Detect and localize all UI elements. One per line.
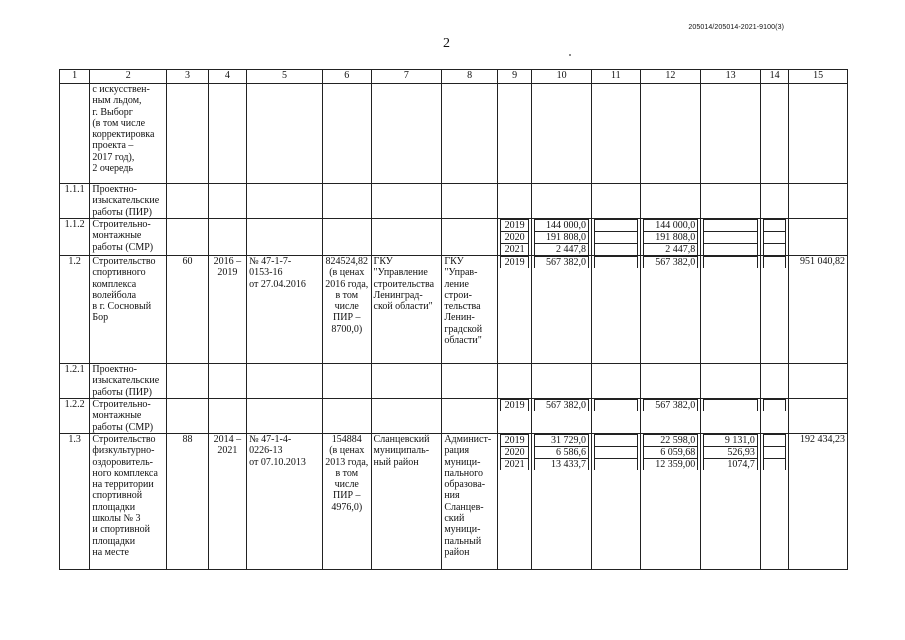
expertise-cell: [247, 219, 323, 256]
local-cell: 9 131,0: [704, 435, 758, 447]
expertise-cell: [247, 184, 323, 219]
col-header: 9: [497, 70, 531, 84]
year-cell: 2019: [500, 435, 528, 447]
col-header: 11: [592, 70, 641, 84]
col-header: 15: [789, 70, 848, 84]
other-cell: [763, 220, 785, 232]
other-cell-group: [760, 256, 788, 364]
local-cell: [704, 220, 758, 232]
federal-cell-group: [592, 84, 641, 184]
customer-cell: ГКУ "Управление строительства Ленинград- ской области": [371, 256, 442, 364]
full-cost-cell: [789, 84, 848, 184]
expertise-cell: [247, 84, 323, 184]
total-cell: 2 447,8: [535, 244, 589, 256]
header-row: [60, 70, 848, 84]
regional-cell-group: [640, 364, 701, 399]
full-cost-cell: [789, 219, 848, 256]
period-cell: 2016 – 2019: [208, 256, 246, 364]
row-number-cell: [60, 84, 90, 184]
col-header: 4: [208, 70, 246, 84]
full-cost-cell: [789, 399, 848, 434]
year-cell-group: [497, 184, 531, 219]
col-header: 7: [371, 70, 442, 84]
federal-cell: [595, 400, 638, 412]
total-cell-group: [532, 256, 592, 364]
local-cell: 1074,7: [704, 459, 758, 471]
capacity-cell: [167, 399, 208, 434]
federal-cell: [595, 244, 638, 256]
other-cell: [763, 400, 785, 412]
year-cell: 2020: [500, 447, 528, 459]
total-cell: 6 586,6: [535, 447, 589, 459]
total-cell-group: [532, 84, 592, 184]
total-cell-group: [532, 434, 592, 570]
period-cell: [208, 364, 246, 399]
federal-cell: [595, 459, 638, 471]
object-name-cell: Проектно- изыскательские работы (ПИР): [90, 184, 167, 219]
customer-cell: Сланцевский муниципаль- ный район: [371, 434, 442, 570]
total-cell-group: [532, 219, 592, 256]
developer-cell: Админист- рация муници- пального образова- ния Сланцев- ский муници- пальный район: [442, 434, 498, 570]
federal-cell-group: [592, 219, 641, 256]
total-cell-group: [532, 364, 592, 399]
developer-cell: [442, 184, 498, 219]
local-cell: [704, 244, 758, 256]
row-number-cell: 1.2.2: [60, 399, 90, 434]
total-cell: 191 808,0: [535, 232, 589, 244]
developer-cell: [442, 364, 498, 399]
local-cell-group: [701, 364, 761, 399]
developer-cell: [442, 219, 498, 256]
other-cell: [763, 435, 785, 447]
federal-cell-group: [592, 364, 641, 399]
object-name-cell: Строительно- монтажные работы (СМР): [90, 399, 167, 434]
capacity-cell: 88: [167, 434, 208, 570]
page-number: 2: [443, 36, 450, 51]
estimated-cost-cell: [322, 399, 371, 434]
other-cell: [763, 257, 785, 269]
object-name-cell: Строительно- монтажные работы (СМР): [90, 219, 167, 256]
other-cell: [763, 232, 785, 244]
developer-cell: [442, 84, 498, 184]
period-cell: 2014 – 2021: [208, 434, 246, 570]
year-cell-group: [497, 399, 531, 434]
federal-cell-group: [592, 256, 641, 364]
col-header: 3: [167, 70, 208, 84]
regional-cell: 567 382,0: [643, 257, 698, 269]
full-cost-cell: 951 040,82: [789, 256, 848, 364]
local-cell-group: [701, 256, 761, 364]
year-cell-group: [497, 434, 531, 570]
other-cell: [763, 447, 785, 459]
customer-cell: [371, 184, 442, 219]
expertise-cell: № 47-1-7- 0153-16 от 27.04.2016: [247, 256, 323, 364]
table-row: [60, 399, 848, 434]
regional-cell-group: [640, 434, 701, 570]
year-cell: 2020: [500, 232, 528, 244]
period-cell: [208, 84, 246, 184]
total-cell: 31 729,0: [535, 435, 589, 447]
row-number-cell: 1.1.2: [60, 219, 90, 256]
federal-cell-group: [592, 434, 641, 570]
regional-cell: 567 382,0: [643, 400, 698, 412]
year-cell-group: [497, 219, 531, 256]
customer-cell: [371, 84, 442, 184]
year-cell-group: [497, 256, 531, 364]
regional-cell-group: [640, 219, 701, 256]
estimated-cost-cell: [322, 84, 371, 184]
col-header: 14: [760, 70, 788, 84]
col-header: 13: [701, 70, 761, 84]
local-cell-group: [701, 84, 761, 184]
table-row: [60, 219, 848, 256]
regional-cell-group: [640, 84, 701, 184]
document-id: 205014/205014-2021-9100(3): [688, 24, 784, 31]
federal-cell: [595, 220, 638, 232]
regional-cell: 12 359,00: [643, 459, 698, 471]
year-cell: 2019: [500, 400, 528, 412]
total-cell: 144 000,0: [535, 220, 589, 232]
local-cell: [704, 400, 758, 412]
estimated-cost-cell: [322, 364, 371, 399]
year-cell: 2021: [500, 459, 528, 471]
object-name-cell: Проектно- изыскательские работы (ПИР): [90, 364, 167, 399]
col-header: 12: [640, 70, 701, 84]
local-cell-group: [701, 184, 761, 219]
object-name-cell: Строительство спортивного комплекса волейбола в г. Сосновый Бор: [90, 256, 167, 364]
expertise-cell: № 47-1-4- 0226-13 от 07.10.2013: [247, 434, 323, 570]
object-name-cell: с искусствен- ным льдом, г. Выборг (в том числе корректировка проекта – 2017 год), 2 очередь: [90, 84, 167, 184]
local-cell: [704, 232, 758, 244]
regional-cell: 144 000,0: [643, 220, 698, 232]
scan-dot: [569, 54, 571, 56]
table-row: [60, 364, 848, 399]
federal-cell: [595, 447, 638, 459]
row-number-cell: 1.2: [60, 256, 90, 364]
row-number-cell: 1.1.1: [60, 184, 90, 219]
capacity-cell: [167, 219, 208, 256]
other-cell-group: [760, 184, 788, 219]
table-row: [60, 434, 848, 570]
regional-cell: 6 059,68: [643, 447, 698, 459]
col-header: 6: [322, 70, 371, 84]
estimated-cost-cell: 824524,82 (в ценах 2016 года, в том числе ПИР – 8700,0): [322, 256, 371, 364]
col-header: 8: [442, 70, 498, 84]
year-cell-group: [497, 84, 531, 184]
local-cell-group: [701, 434, 761, 570]
customer-cell: [371, 364, 442, 399]
local-cell-group: [701, 399, 761, 434]
other-cell-group: [760, 84, 788, 184]
full-cost-cell: 192 434,23: [789, 434, 848, 570]
capacity-cell: [167, 364, 208, 399]
local-cell-group: [701, 219, 761, 256]
full-cost-cell: [789, 184, 848, 219]
other-cell-group: [760, 434, 788, 570]
other-cell: [763, 459, 785, 471]
col-header: 1: [60, 70, 90, 84]
federal-cell: [595, 232, 638, 244]
capacity-cell: [167, 184, 208, 219]
expertise-cell: [247, 399, 323, 434]
col-header: 10: [532, 70, 592, 84]
row-number-cell: 1.2.1: [60, 364, 90, 399]
regional-cell: 191 808,0: [643, 232, 698, 244]
total-cell: 13 433,7: [535, 459, 589, 471]
capacity-cell: [167, 84, 208, 184]
budget-table: [59, 69, 848, 570]
federal-cell: [595, 257, 638, 269]
local-cell: [704, 257, 758, 269]
regional-cell: 2 447,8: [643, 244, 698, 256]
year-cell: 2021: [500, 244, 528, 256]
year-cell: 2019: [500, 257, 528, 269]
estimated-cost-cell: [322, 219, 371, 256]
developer-cell: ГКУ "Управ- ление строи- тельства Ленин- градской области": [442, 256, 498, 364]
other-cell-group: [760, 364, 788, 399]
estimated-cost-cell: [322, 184, 371, 219]
period-cell: [208, 399, 246, 434]
federal-cell: [595, 435, 638, 447]
other-cell: [763, 244, 785, 256]
regional-cell: 22 598,0: [643, 435, 698, 447]
local-cell: 526,93: [704, 447, 758, 459]
object-name-cell: Строительство физкультурно- оздоровитель- ного комплекса на территории спортивной площадки школы № 3 и спортивной площадки на месте: [90, 434, 167, 570]
table-row: [60, 84, 848, 184]
period-cell: [208, 219, 246, 256]
total-cell-group: [532, 399, 592, 434]
expertise-cell: [247, 364, 323, 399]
other-cell-group: [760, 399, 788, 434]
regional-cell-group: [640, 399, 701, 434]
total-cell: 567 382,0: [535, 257, 589, 269]
developer-cell: [442, 399, 498, 434]
total-cell: 567 382,0: [535, 400, 589, 412]
other-cell-group: [760, 219, 788, 256]
year-cell: 2019: [500, 220, 528, 232]
table-row: [60, 256, 848, 364]
estimated-cost-cell: 154884 (в ценах 2013 года, в том числе ПИР – 4976,0): [322, 434, 371, 570]
full-cost-cell: [789, 364, 848, 399]
col-header: 2: [90, 70, 167, 84]
regional-cell-group: [640, 184, 701, 219]
federal-cell-group: [592, 184, 641, 219]
customer-cell: [371, 399, 442, 434]
customer-cell: [371, 219, 442, 256]
total-cell-group: [532, 184, 592, 219]
table-row: [60, 184, 848, 219]
federal-cell-group: [592, 399, 641, 434]
period-cell: [208, 184, 246, 219]
year-cell-group: [497, 364, 531, 399]
regional-cell-group: [640, 256, 701, 364]
capacity-cell: 60: [167, 256, 208, 364]
col-header: 5: [247, 70, 323, 84]
row-number-cell: 1.3: [60, 434, 90, 570]
